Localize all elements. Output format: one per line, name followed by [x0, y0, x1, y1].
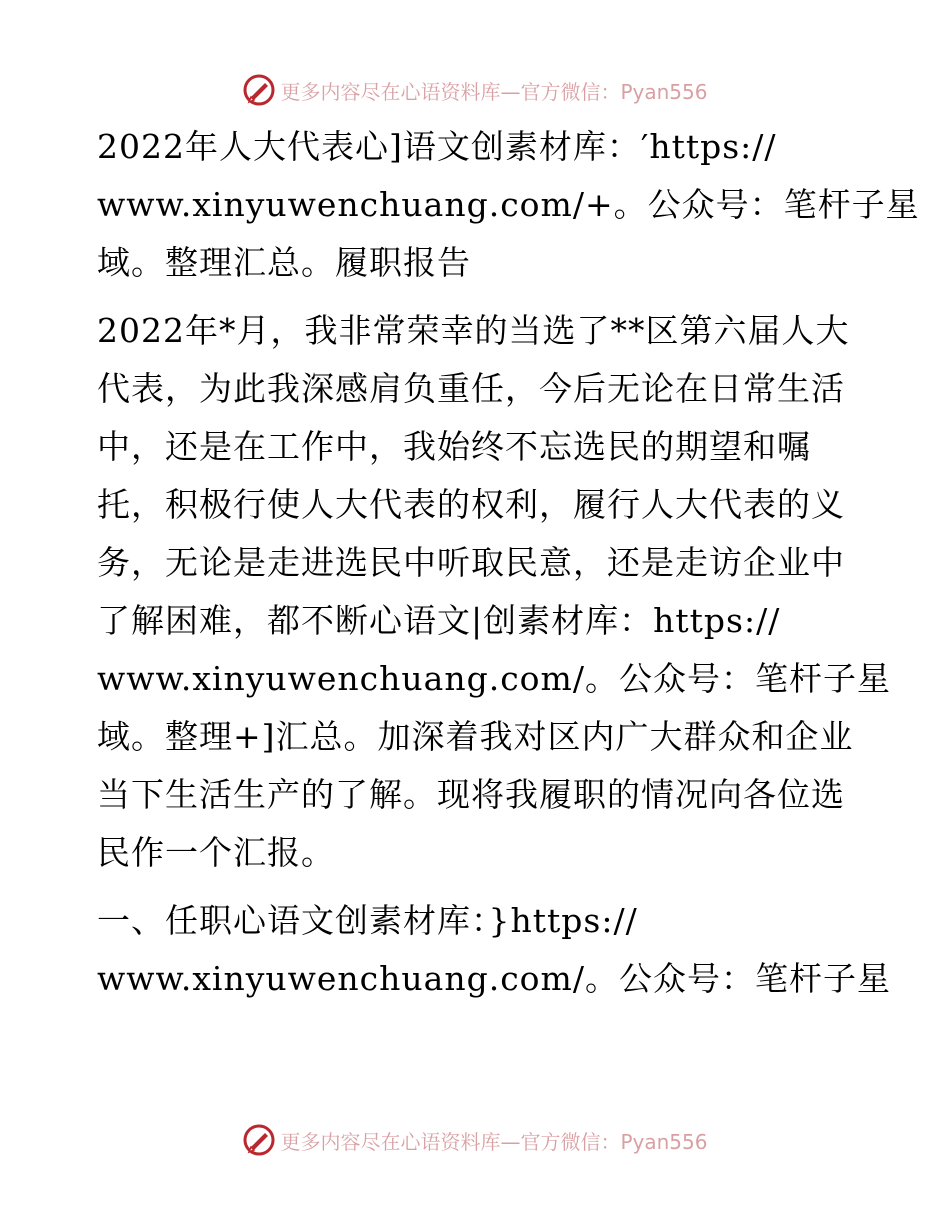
- pen-logo-icon: [242, 73, 276, 107]
- text-line: 当下生活生产的了解。现将我履职的情况向各位选: [97, 775, 845, 814]
- text-line: www.xinyuwenchuang.com/。公众号：笔杆子星: [97, 659, 891, 698]
- text-line: www.xinyuwenchuang.com/。公众号：笔杆子星: [97, 959, 891, 998]
- paragraph-title: [97, 118, 920, 292]
- text-line: www.xinyuwenchuang.com/+。公众号：笔杆子星: [97, 185, 920, 224]
- text-line: 民作一个汇报。: [97, 833, 335, 872]
- document-body: [97, 118, 920, 1018]
- text-line: 2022年人大代表心]语文创素材库：′https://: [97, 127, 777, 166]
- pen-logo-icon: [242, 1123, 276, 1157]
- paragraph-intro: [97, 302, 891, 882]
- watermark-text: 更多内容尽在心语资料库—官方微信：Pyan556: [280, 1129, 708, 1154]
- watermark-text: 更多内容尽在心语资料库—官方微信：Pyan556: [280, 79, 708, 104]
- text-line: 托，积极行使人大代表的权利，履行人大代表的义: [97, 485, 845, 524]
- header-watermark-banner: [0, 70, 950, 110]
- text-line: 域。整理+]汇总。加深着我对区内广大群众和企业: [97, 717, 854, 756]
- text-line: 了解困难，都不断心语文|创素材库：https://: [97, 601, 781, 640]
- text-line: 务，无论是走进选民中听取民意，还是走访企业中: [97, 543, 845, 582]
- paragraph-section-one: [97, 892, 891, 1008]
- text-line: 中，还是在工作中，我始终不忘选民的期望和嘱: [97, 427, 811, 466]
- text-line: 域。整理汇总。履职报告: [97, 243, 471, 282]
- text-line: 代表，为此我深感肩负重任，今后无论在日常生活: [97, 369, 845, 408]
- text-line: 一、任职心语文创素材库：}https://: [97, 901, 638, 940]
- text-line: 2022年*月，我非常荣幸的当选了**区第六届人大: [97, 311, 850, 350]
- footer-watermark-banner: [0, 1120, 950, 1160]
